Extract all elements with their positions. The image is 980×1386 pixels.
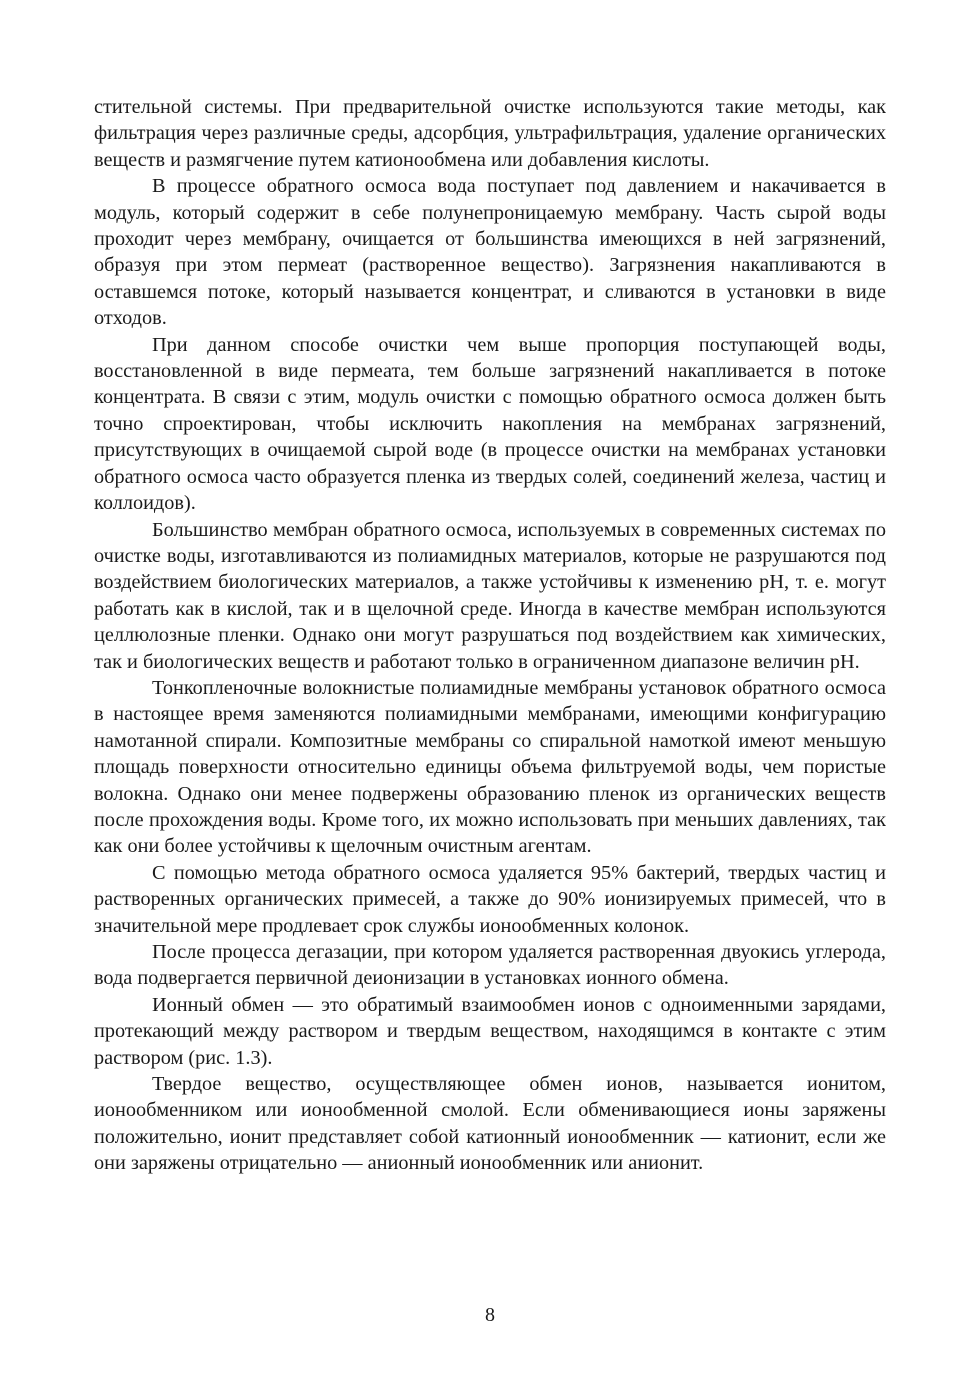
page-number: 8 — [485, 1304, 495, 1326]
paragraph-2: В процессе обратного осмоса вода поступает под давлением и накачивается в модуль, который содержит в себе полунепроницаемую мембрану. Часть сырой воды проходит через мембрану, очищается от большинства имеющихся в ней загрязнений, образуя при этом пермеат (растворенное вещество). Загрязнения накапливаются в оставшемся потоке, который называется концентрат, и сливаются в установки в виде отходов. — [94, 175, 886, 330]
paragraph-3: При данном способе очистки чем выше пропорция поступающей воды, восстановленной в виде пермеата, тем больше загрязнений накапливается в потоке концентрата. В связи с этим, модуль очистки с помощью обратного осмоса должен быть точно спроектирован, чтобы исключить накопления на мембранах загрязнений, присутствующих в очищаемой сырой воде (в процессе очистки на мембранах установки обратного осмоса часто образуется пленка из твердых солей, соединений железа, частиц и коллоидов). — [94, 333, 886, 515]
paragraph-9: Твердое вещество, осуществляющее обмен ионов, называется ионитом, ионообменником или ионообменной смолой. Если обменивающиеся ионы заряжены положительно, ионит представляет собой катионный ионообменник — катионит, если же они заряжены отрицательно — анионный ионообменник или анионит. — [94, 1073, 886, 1175]
paragraph-6: С помощью метода обратного осмоса удаляется 95% бактерий, твердых частиц и растворенных органических примесей, а также до 90% ионизируемых примесей, что в значительной мере продлевает срок службы ионообменных колонок. — [94, 861, 886, 937]
paragraph-5: Тонкопленочные волокнистые полиамидные мембраны установок обратного осмоса в настоящее время заменяются полиамидными мембранами, имеющими конфигурацию намотанной спирали. Композитные мембраны со спиральной намоткой имеют меньшую площадь поверхности относительно единицы объема фильтруемой воды, чем пористые волокна. Однако они менее подвержены образованию пленок из органических веществ после прохождения воды. Кроме того, их можно использовать при меньших давлениях, так как они более устойчивы к щелочным очистным агентам. — [94, 676, 886, 858]
paragraph-7: После процесса дегазации, при котором удаляется растворенная двуокись углерода, вода подвергается первичной деионизации в установках ионного обмена. — [94, 941, 886, 990]
body-text — [94, 94, 886, 1177]
paragraph-1: стительной системы. При предварительной очистке используются такие методы, как фильтрация через различные среды, адсорбция, ультрафильтрация, удаление органических веществ и размягчение путем катионообмена или добавления кислоты. — [94, 96, 886, 171]
paragraph-8: Ионный обмен — это обратимый взаимообмен ионов с одноименными зарядами, протекающий между раствором и твердым веществом, находящимся в контакте с этим раствором (рис. 1.3). — [94, 993, 886, 1069]
paragraph-4: Большинство мембран обратного осмоса, используемых в современных системах по очистке воды, изготавливаются из полиамидных материалов, которые не разрушаются под воздействием биологических материалов, а также устойчивы к изменению pH, т. е. могут работать как в кислой, так и в щелочной среде. Иногда в качестве мембран используются целлюлозные пленки. Однако они могут разрушаться под воздействием как химических, так и биологических веществ и работают только в ограниченном диапазоне величин pH. — [94, 518, 886, 673]
